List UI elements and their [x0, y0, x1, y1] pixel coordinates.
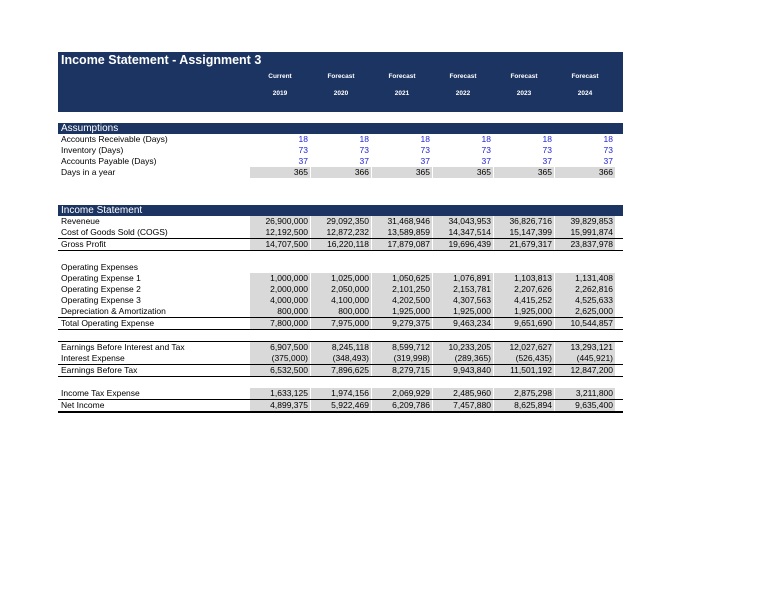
cell[interactable]: 12,872,232 — [311, 227, 371, 238]
column-kind: Forecast — [388, 73, 416, 80]
cell[interactable]: 1,131,408 — [555, 273, 615, 284]
column-year-row — [58, 90, 623, 102]
assumption-row[interactable] — [58, 156, 623, 167]
cell[interactable]: (445,921) — [555, 353, 615, 364]
row-label: Total Operating Expense — [61, 318, 155, 328]
cell[interactable]: 6,907,500 — [250, 342, 310, 353]
cell[interactable]: 31,468,946 — [372, 216, 432, 227]
cell[interactable]: 2,069,929 — [372, 388, 432, 399]
cell[interactable]: 34,043,953 — [433, 216, 493, 227]
section-heading: Assumptions — [61, 123, 119, 134]
sheet-title: Income Statement - Assignment 3 — [61, 53, 262, 67]
cell[interactable]: 8,625,894 — [494, 400, 554, 411]
row-label: Interest Expense — [61, 353, 125, 363]
cell[interactable]: 36,826,716 — [494, 216, 554, 227]
cell[interactable]: 2,101,250 — [372, 284, 432, 295]
cell[interactable]: 366 — [311, 167, 371, 178]
cell[interactable]: 365 — [433, 167, 493, 178]
cell[interactable]: 73 — [542, 145, 552, 155]
cell[interactable]: 4,307,563 — [433, 295, 493, 306]
cell[interactable]: 8,279,715 — [372, 365, 432, 376]
cell[interactable]: 2,050,000 — [311, 284, 371, 295]
cell[interactable]: 73 — [603, 145, 613, 155]
cell[interactable]: 14,707,500 — [250, 239, 310, 250]
cell[interactable]: 7,457,880 — [433, 400, 493, 411]
cell[interactable]: 37 — [359, 156, 369, 166]
cell[interactable]: 8,245,118 — [311, 342, 371, 353]
assumption-row[interactable] — [58, 145, 623, 156]
row-label: Income Tax Expense — [61, 388, 140, 398]
cell[interactable]: 1,974,156 — [311, 388, 371, 399]
cell[interactable]: 1,050,625 — [372, 273, 432, 284]
cell[interactable]: 6,209,786 — [372, 400, 432, 411]
interest-row[interactable] — [58, 353, 623, 364]
cell[interactable]: 9,651,690 — [494, 318, 554, 329]
assumption-row[interactable] — [58, 167, 623, 178]
row-label: Earnings Before Interest and Tax — [61, 342, 185, 352]
opex-row[interactable] — [58, 295, 623, 306]
cell[interactable]: 1,000,000 — [250, 273, 310, 284]
row-label: Gross Profit — [61, 239, 106, 249]
cell[interactable]: 73 — [481, 145, 491, 155]
cell[interactable]: 19,696,439 — [433, 239, 493, 250]
net-income-row[interactable] — [58, 399, 623, 413]
cell[interactable]: 3,211,800 — [555, 388, 615, 399]
cell[interactable]: 4,899,375 — [250, 400, 310, 411]
opex-row[interactable] — [58, 306, 623, 317]
row-label: Inventory (Days) — [61, 145, 124, 155]
cell[interactable]: 9,943,840 — [433, 365, 493, 376]
cell[interactable]: 365 — [250, 167, 310, 178]
cell[interactable]: 4,525,633 — [555, 295, 615, 306]
cell[interactable]: 29,092,350 — [311, 216, 371, 227]
cell[interactable]: 2,875,298 — [494, 388, 554, 399]
opex-heading-row — [58, 262, 623, 273]
title-bar — [58, 52, 623, 112]
column-kind: Forecast — [510, 73, 538, 80]
cell[interactable]: 14,347,514 — [433, 227, 493, 238]
cell[interactable]: 17,879,087 — [372, 239, 432, 250]
cell[interactable]: 366 — [555, 167, 615, 178]
column-year: 2023 — [516, 90, 532, 97]
row-label: Operating Expense 2 — [61, 284, 141, 294]
cell[interactable]: 39,829,853 — [555, 216, 615, 227]
gross-profit-row[interactable] — [58, 238, 623, 251]
cell[interactable]: 73 — [359, 145, 369, 155]
total-opex-row[interactable] — [58, 317, 623, 330]
cell[interactable]: 12,192,500 — [250, 227, 310, 238]
row-label: Operating Expense 3 — [61, 295, 141, 305]
cell[interactable]: 2,153,781 — [433, 284, 493, 295]
cell[interactable]: 7,896,625 — [311, 365, 371, 376]
cell[interactable]: (319,998) — [372, 353, 432, 364]
column-year: 2024 — [577, 90, 593, 97]
cell[interactable]: 1,025,000 — [311, 273, 371, 284]
cell[interactable]: (375,000) — [250, 353, 310, 364]
cell[interactable]: 4,415,252 — [494, 295, 554, 306]
cell[interactable]: 1,925,000 — [433, 306, 493, 317]
opex-row[interactable] — [58, 284, 623, 295]
column-year: 2020 — [333, 90, 349, 97]
cell[interactable]: 13,293,121 — [555, 342, 615, 353]
cell[interactable]: 18 — [603, 134, 613, 144]
cell[interactable]: 1,633,125 — [250, 388, 310, 399]
cell[interactable]: 37 — [420, 156, 430, 166]
row-label: Days in a year — [61, 167, 116, 177]
row-label: Depreciation & Amortization — [61, 306, 166, 316]
cell[interactable]: 9,463,234 — [433, 318, 493, 329]
cell[interactable]: 365 — [372, 167, 432, 178]
cell[interactable]: 1,076,891 — [433, 273, 493, 284]
cell[interactable]: 800,000 — [250, 306, 310, 317]
cell[interactable]: 8,599,712 — [372, 342, 432, 353]
cell[interactable]: 365 — [494, 167, 554, 178]
cell[interactable]: 2,485,960 — [433, 388, 493, 399]
row-label: Earnings Before Tax — [61, 365, 138, 375]
spreadsheet — [58, 52, 623, 413]
cell[interactable]: 4,202,500 — [372, 295, 432, 306]
cell[interactable]: 6,532,500 — [250, 365, 310, 376]
cell[interactable]: 5,922,469 — [311, 400, 371, 411]
section-heading: Income Statement — [61, 205, 143, 216]
cell[interactable]: 15,147,399 — [494, 227, 554, 238]
cell[interactable]: 1,925,000 — [494, 306, 554, 317]
assumptions-heading-row — [58, 123, 623, 134]
column-kind: Forecast — [327, 73, 355, 80]
cell[interactable]: 18 — [420, 134, 430, 144]
cell[interactable]: 2,000,000 — [250, 284, 310, 295]
column-year: 2019 — [272, 90, 288, 97]
cell[interactable]: 11,501,192 — [494, 365, 554, 376]
cell[interactable]: 10,233,205 — [433, 342, 493, 353]
column-kind: Forecast — [571, 73, 599, 80]
opex-row[interactable] — [58, 273, 623, 284]
row-label: Net Income — [61, 400, 105, 410]
row-label: Reveneue — [61, 216, 100, 226]
cell[interactable]: (526,435) — [494, 353, 554, 364]
cell[interactable]: 21,679,317 — [494, 239, 554, 250]
cell[interactable]: 2,625,000 — [555, 306, 615, 317]
cell[interactable]: 7,800,000 — [250, 318, 310, 329]
row-label: Accounts Receivable (Days) — [61, 134, 168, 144]
cogs-row[interactable] — [58, 227, 623, 238]
cell[interactable]: 2,207,626 — [494, 284, 554, 295]
cell[interactable]: 18 — [542, 134, 552, 144]
cell[interactable]: 1,103,813 — [494, 273, 554, 284]
cell[interactable]: 12,847,200 — [555, 365, 615, 376]
cell[interactable]: 4,000,000 — [250, 295, 310, 306]
income-statement-heading-row — [58, 205, 623, 216]
cell[interactable]: 73 — [420, 145, 430, 155]
cell[interactable]: 37 — [542, 156, 552, 166]
cell[interactable]: 73 — [298, 145, 308, 155]
cell[interactable]: 18 — [359, 134, 369, 144]
cell[interactable]: 1,925,000 — [372, 306, 432, 317]
tax-row[interactable] — [58, 388, 623, 399]
ebt-row[interactable] — [58, 364, 623, 377]
cell[interactable]: 10,544,857 — [555, 318, 615, 329]
cell[interactable]: 800,000 — [311, 306, 371, 317]
cell[interactable]: 12,027,627 — [494, 342, 554, 353]
ebit-row[interactable] — [58, 341, 623, 353]
cell[interactable]: 4,100,000 — [311, 295, 371, 306]
cell[interactable]: 18 — [481, 134, 491, 144]
cell[interactable]: (289,365) — [433, 353, 493, 364]
cell[interactable]: 23,837,978 — [555, 239, 615, 250]
cell[interactable]: 16,220,118 — [311, 239, 371, 250]
cell[interactable]: 26,900,000 — [250, 216, 310, 227]
cell[interactable]: 13,589,859 — [372, 227, 432, 238]
cell[interactable]: 37 — [298, 156, 308, 166]
assumption-row[interactable] — [58, 134, 623, 145]
column-kind: Forecast — [449, 73, 477, 80]
column-year: 2021 — [394, 90, 410, 97]
row-label: Operating Expense 1 — [61, 273, 141, 283]
row-label: Operating Expenses — [61, 262, 139, 272]
cell[interactable]: 2,262,816 — [555, 284, 615, 295]
column-kind-row — [58, 73, 623, 85]
cell[interactable]: 18 — [298, 134, 308, 144]
cell[interactable]: 9,279,375 — [372, 318, 432, 329]
row-label: Cost of Goods Sold (COGS) — [61, 227, 168, 237]
revenue-row[interactable] — [58, 216, 623, 227]
cell[interactable]: 37 — [603, 156, 613, 166]
column-year: 2022 — [455, 90, 471, 97]
cell[interactable]: 15,991,874 — [555, 227, 615, 238]
cell[interactable]: 9,635,400 — [555, 400, 615, 411]
cell[interactable]: (348,493) — [311, 353, 371, 364]
cell[interactable]: 7,975,000 — [311, 318, 371, 329]
row-label: Accounts Payable (Days) — [61, 156, 157, 166]
cell[interactable]: 37 — [481, 156, 491, 166]
column-kind: Current — [268, 73, 292, 80]
